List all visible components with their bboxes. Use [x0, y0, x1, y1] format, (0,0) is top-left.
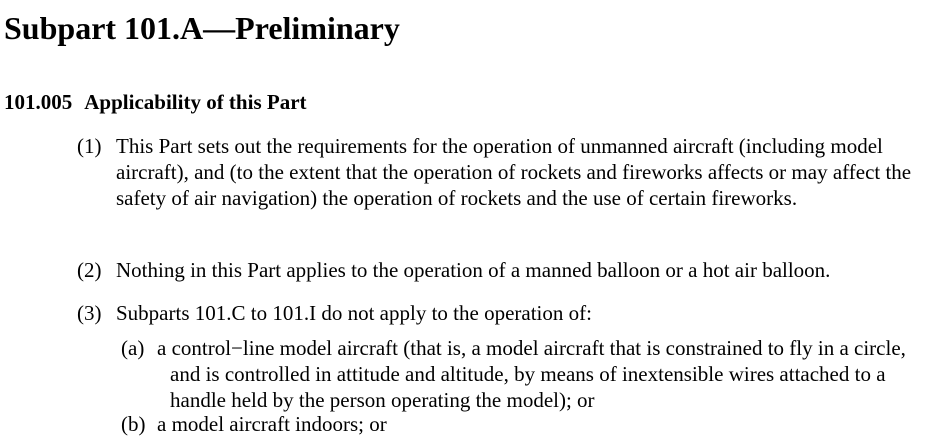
- paragraph-number: (3): [77, 301, 102, 325]
- subparagraph-text: a model aircraft indoors; or: [157, 412, 387, 436]
- subpart-title: Subpart 101.A—Preliminary: [4, 10, 400, 46]
- paragraph-3: [77, 300, 917, 326]
- subparagraph-number: (a): [121, 336, 145, 360]
- paragraph-text: This Part sets out the requirements for the operation of unmanned aircraft (including model aircraft), and (to the extent that the operation of rockets and fireworks affects or may affect the safety of air navigation) the operation of rockets and the use of certain fireworks.: [116, 134, 912, 210]
- paragraph-2: [77, 257, 917, 283]
- paragraph-number: (1): [77, 134, 102, 158]
- subparagraph-a: [121, 335, 911, 413]
- paragraph-text: Nothing in this Part applies to the operation of a manned balloon or a hot air balloon.: [116, 258, 831, 282]
- section-title: Applicability of this Part: [84, 90, 307, 114]
- subparagraph-b: [121, 411, 911, 437]
- section-heading: [4, 88, 307, 116]
- paragraph-number: (2): [77, 258, 102, 282]
- section-number: 101.005: [4, 90, 73, 114]
- subparagraph-number: (b): [121, 412, 146, 436]
- paragraph-1: [77, 133, 917, 211]
- paragraph-text: Subparts 101.C to 101.I do not apply to the operation of:: [116, 301, 592, 325]
- subparagraph-text: a control−line model aircraft (that is, a model aircraft that is constrained to fly in a circle, and is controlled in attitude and altitude, by means of inextensible wires attached to a handle held by the person operating the model); or: [157, 336, 906, 412]
